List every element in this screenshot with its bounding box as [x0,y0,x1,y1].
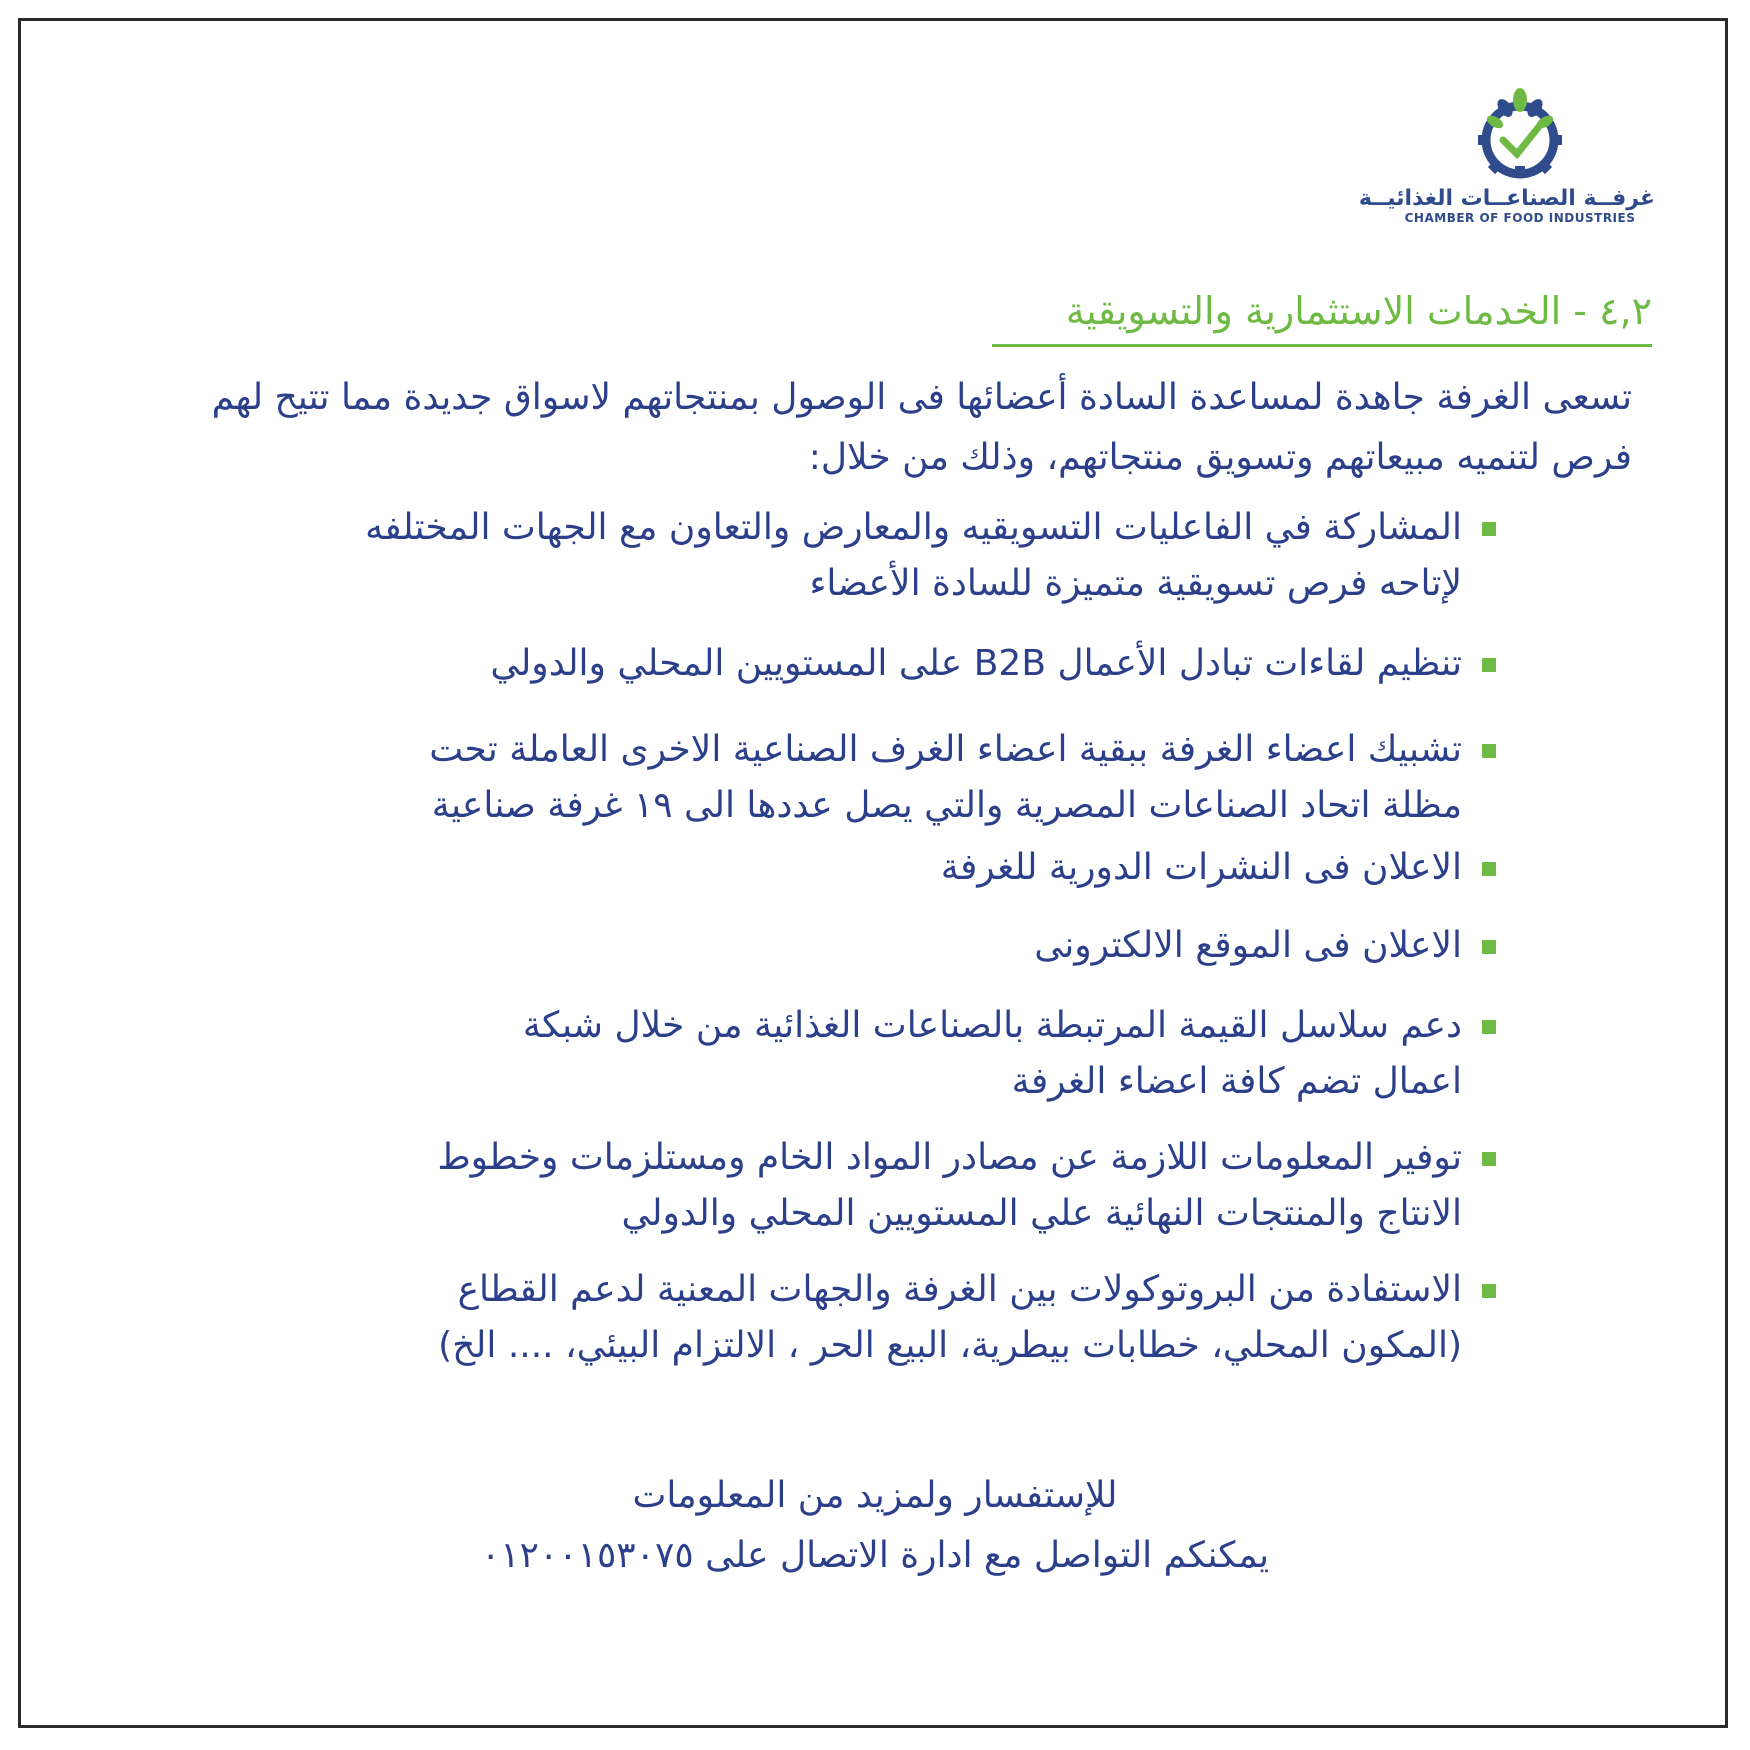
item-line: الاستفادة من البروتوكولات بين الغرفة والجهات المعنية لدعم القطاع [457,1269,1462,1310]
item-line: مظلة اتحاد الصناعات المصرية والتي يصل عددها الى ١٩ غرفة صناعية [431,785,1462,826]
list-item [429,722,1462,834]
list-item [490,636,1462,692]
intro-line: فرص لتنميه مبيعاتهم وتسويق منتجاتهم، وذلك من خلال: [808,437,1632,478]
contact-line: للإستفسار ولمزيد من المعلومات [632,1475,1118,1516]
item-line: تشبيك اعضاء الغرفة ببقية اعضاء الغرف الصناعية الاخرى العاملة تحت [429,729,1462,770]
intro-line: تسعى الغرفة جاهدة لمساعدة السادة أعضائها فى الوصول بمنتجاتهم لاسواق جديدة مما تتيح لهم [211,377,1632,418]
logo-english-name: CHAMBER OF FOOD INDUSTRIES [1404,211,1636,225]
item-line: (المكون المحلي، خطابات بيطرية، البيع الحر ، الالتزام البيئي، .... الخ) [438,1325,1462,1366]
contact-phone-line: يمكنكم التواصل مع ادارة الاتصال على ٠١٢٠٠١٥٣٠٧٥ [480,1535,1270,1576]
item-line: الاعلان فى الموقع الالكترونى [1034,925,1462,966]
bullet-icon [1482,1020,1496,1034]
list-item [438,1262,1462,1374]
intro-paragraph [122,368,1632,488]
item-line: الاعلان فى النشرات الدورية للغرفة [940,847,1462,888]
section-heading: ٤,٢ - الخدمات الاستثمارية والتسويقية [992,282,1652,347]
list-item [523,998,1462,1110]
logo-arabic-name: غرفــة الصناعــات الغذائيــة [1358,186,1655,211]
item-line: المشاركة في الفاعليات التسويقيه والمعارض والتعاون مع الجهات المختلفه [365,507,1462,548]
bullet-icon [1482,744,1496,758]
chamber-logo [1358,82,1655,225]
list-item [1034,918,1462,974]
list-item [941,840,1462,896]
item-line: لإتاحه فرص تسويقية متميزة للسادة الأعضاء [809,563,1462,604]
list-item [437,1130,1462,1242]
item-line: اعمال تضم كافة اعضاء الغرفة [1011,1061,1462,1102]
bullet-icon [1482,1152,1496,1166]
item-line: دعم سلاسل القيمة المرتبطة بالصناعات الغذائية من خلال شبكة [522,1005,1462,1046]
bullet-icon [1482,940,1496,954]
bullet-icon [1482,1284,1496,1298]
bullet-icon [1482,522,1496,536]
item-line: الانتاج والمنتجات النهائية علي المستويين المحلي والدولي [621,1193,1462,1234]
gear-leaf-icon [1465,82,1575,182]
contact-block [0,1466,1750,1586]
bullet-icon [1482,658,1496,672]
item-line: توفير المعلومات اللازمة عن مصادر المواد الخام ومستلزمات وخطوط [437,1137,1462,1178]
bullet-icon [1482,862,1496,876]
list-item [365,500,1462,612]
item-line: تنظيم لقاءات تبادل الأعمال B2B على المستويين المحلي والدولي [490,643,1462,684]
